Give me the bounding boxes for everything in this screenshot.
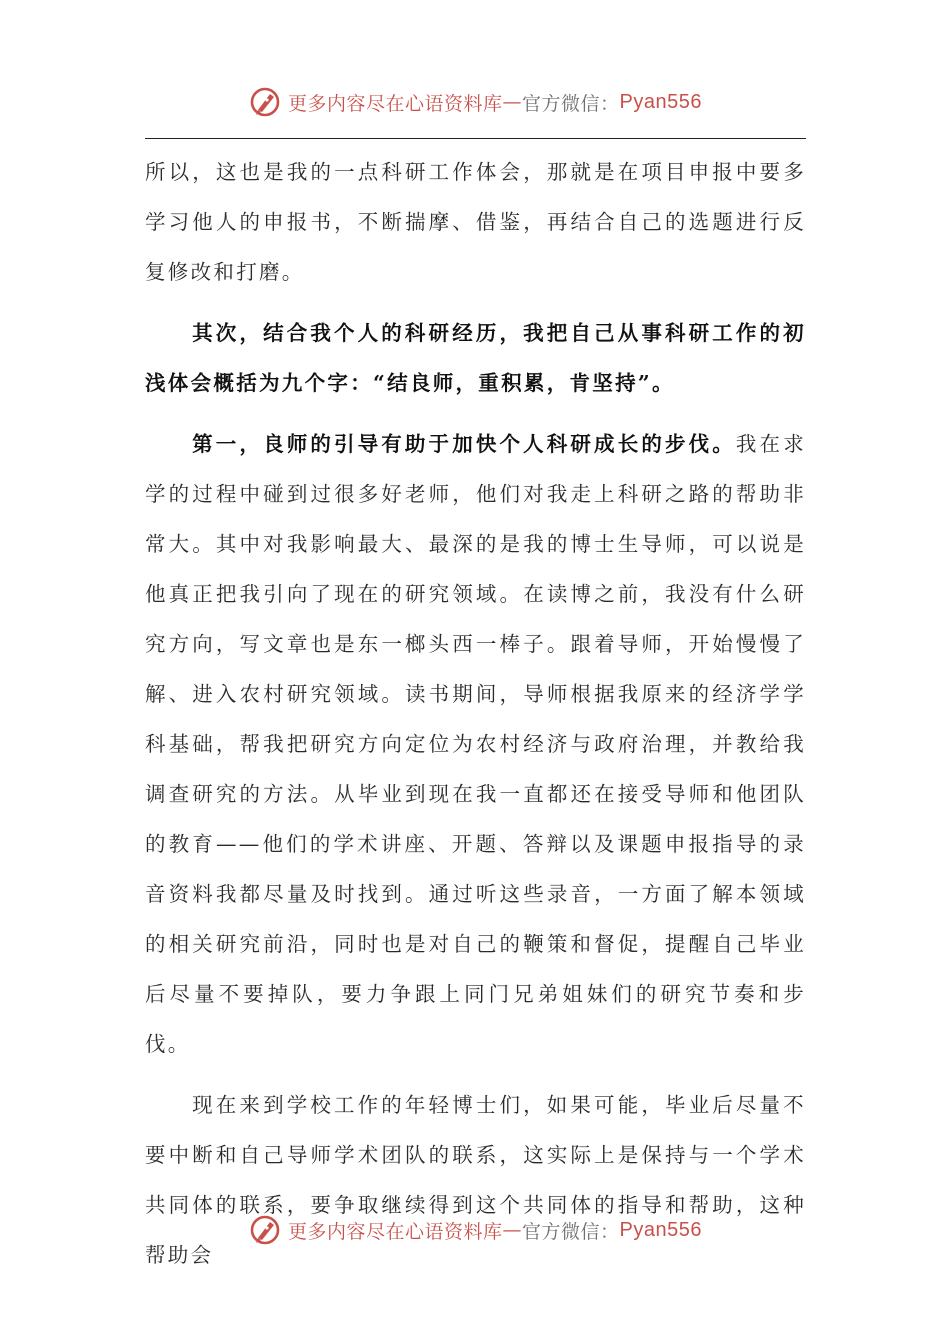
paragraph-3-lead: 第一，良师的引导有助于加快个人科研成长的步伐。 — [192, 432, 736, 456]
wechat-label: 官方微信： — [522, 92, 620, 115]
paragraph-1: 所以，这也是我的一点科研工作体会，那就是在项目申报中要多学习他人的申报书，不断揣摩、借鉴，再结合自己的选题进行反复修改和打磨。 — [145, 160, 806, 284]
brand-separator: — — [502, 91, 523, 113]
wechat-label: 官方微信： — [522, 1220, 620, 1243]
brand-separator: — — [502, 1219, 523, 1241]
footer-watermark — [0, 1210, 950, 1250]
brand-text: 更多内容尽在心语资料库 — [288, 92, 503, 115]
document-body — [145, 147, 806, 1280]
brand-text: 更多内容尽在心语资料库 — [288, 1220, 503, 1243]
paragraph-3-body: 我在求学的过程中碰到过很多好老师，他们对我走上科研之路的帮助非常大。其中对我影响最大、最深的是我的博士生导师，可以说是他真正把我引向了现在的研究领域。在读博之前，我没有什么研究方向，写文章也是东一榔头西一棒子。跟着导师，开始慢慢了解、进入农村研究领域。读书期间，导师根据我原来的经济学学科基础，帮我把研究方向定位为农村经济与政府治理，并教给我调查研究的方法。从毕业到现在我一直都还在接受导师和他团队的教育——他们的学术讲座、开题、答辩以及课题申报指导的录音资料我都尽量及时找到。通过听这些录音，一方面了解本领域的相关研究前沿，同时也是对自己的鞭策和督促，提醒自己毕业后尽量不要掉队，要力争跟上同门兄弟姐妹们的研究节奏和步伐。 — [145, 432, 806, 1056]
pen-nib-circle-icon — [248, 85, 282, 119]
header-divider — [145, 138, 806, 139]
paragraph-3 — [145, 419, 806, 1069]
paragraph-2: 其次，结合我个人的科研经历，我把自己从事科研工作的初浅体会概括为九个字：“结良师，重积累，肯坚持”。 — [145, 321, 806, 395]
pen-nib-circle-icon — [248, 1213, 282, 1247]
wechat-id: Pyan556 — [619, 1218, 702, 1241]
paragraph-4: 现在来到学校工作的年轻博士们，如果可能，毕业后尽量不要中断和自己导师学术团队的联系，这实际上是保持与一个学术共同体的联系，要争取继续得到这个共同体的指导和帮助，这种帮助会 — [145, 1093, 806, 1267]
header-watermark — [0, 82, 950, 122]
wechat-id: Pyan556 — [619, 90, 702, 113]
